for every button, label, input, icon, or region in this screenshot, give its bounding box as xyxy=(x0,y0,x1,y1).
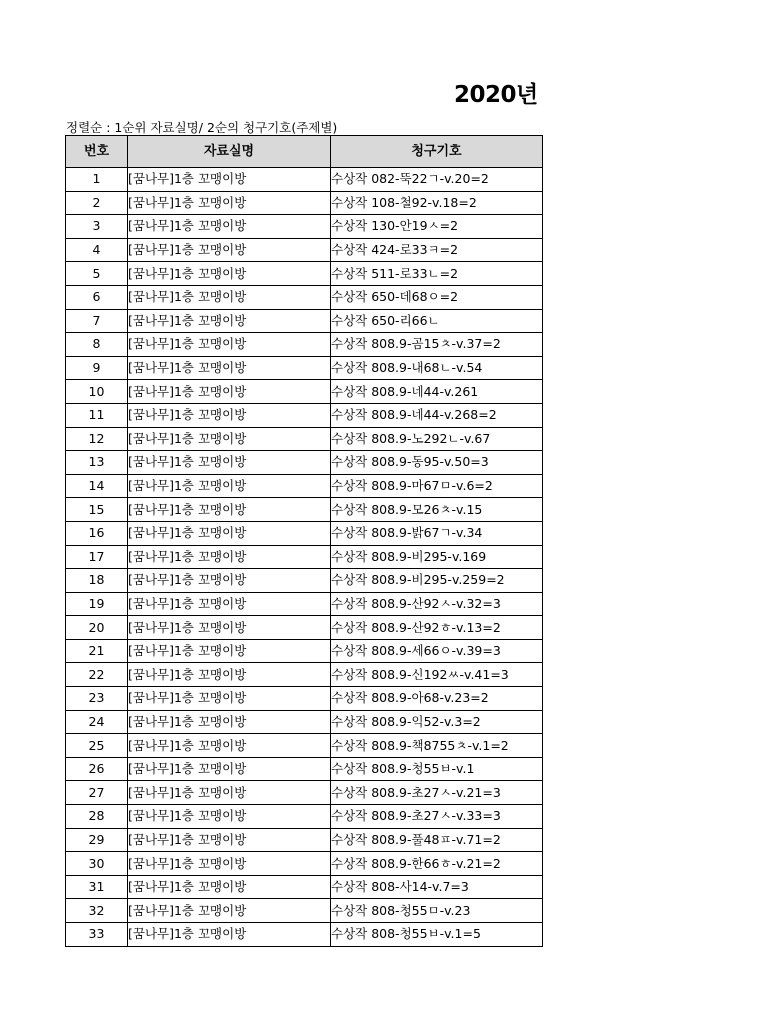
room-name-cell: [꿈나무]1층 꼬맹이방 xyxy=(128,875,331,899)
room-name-cell: [꿈나무]1층 꼬맹이방 xyxy=(128,356,331,380)
table-row xyxy=(66,852,543,876)
table-body xyxy=(66,168,543,947)
call-number-cell: 수상작 808.9-마67ㅁ-v.6=2 xyxy=(331,474,543,498)
room-name-cell: [꿈나무]1층 꼬맹이방 xyxy=(128,309,331,333)
row-number: 28 xyxy=(66,805,128,829)
room-name-cell: [꿈나무]1층 꼬맹이방 xyxy=(128,781,331,805)
room-name-cell: [꿈나무]1층 꼬맹이방 xyxy=(128,498,331,522)
call-number-cell: 수상작 808.9-네44-v.261 xyxy=(331,380,543,404)
row-number: 15 xyxy=(66,498,128,522)
table-row xyxy=(66,215,543,239)
row-number: 1 xyxy=(66,168,128,192)
table-row xyxy=(66,687,543,711)
call-number-cell: 수상작 808.9-익52-v.3=2 xyxy=(331,710,543,734)
call-number-cell: 수상작 808.9-청55ㅂ-v.1 xyxy=(331,757,543,781)
call-number-cell: 수상작 808.9-초27ㅅ-v.33=3 xyxy=(331,805,543,829)
table-row xyxy=(66,333,543,357)
table-row xyxy=(66,781,543,805)
call-number-cell: 수상작 808-사14-v.7=3 xyxy=(331,875,543,899)
table-row xyxy=(66,309,543,333)
room-name-cell: [꿈나무]1층 꼬맹이방 xyxy=(128,427,331,451)
table-row xyxy=(66,828,543,852)
call-number-cell: 수상작 808.9-세66ㅇ-v.39=3 xyxy=(331,639,543,663)
table-row xyxy=(66,238,543,262)
room-name-cell: [꿈나무]1층 꼬맹이방 xyxy=(128,805,331,829)
table-row xyxy=(66,403,543,427)
call-number-cell: 수상작 808.9-산92ㅎ-v.13=2 xyxy=(331,616,543,640)
row-number: 23 xyxy=(66,687,128,711)
room-name-cell: [꿈나무]1층 꼬맹이방 xyxy=(128,923,331,947)
call-number-cell: 수상작 808.9-동95-v.50=3 xyxy=(331,451,543,475)
room-name-cell: [꿈나무]1층 꼬맹이방 xyxy=(128,403,331,427)
row-number: 18 xyxy=(66,569,128,593)
call-number-cell: 수상작 108-철92-v.18=2 xyxy=(331,191,543,215)
room-name-cell: [꿈나무]1층 꼬맹이방 xyxy=(128,639,331,663)
table-header xyxy=(66,136,543,168)
room-name-cell: [꿈나무]1층 꼬맹이방 xyxy=(128,285,331,309)
row-number: 7 xyxy=(66,309,128,333)
row-number: 13 xyxy=(66,451,128,475)
room-name-cell: [꿈나무]1층 꼬맹이방 xyxy=(128,168,331,192)
call-number-cell: 수상작 808.9-신192ㅆ-v.41=3 xyxy=(331,663,543,687)
call-number-cell: 수상작 808.9-책8755ㅊ-v.1=2 xyxy=(331,734,543,758)
row-number: 5 xyxy=(66,262,128,286)
table-row xyxy=(66,734,543,758)
room-name-cell: [꿈나무]1층 꼬맹이방 xyxy=(128,380,331,404)
row-number: 12 xyxy=(66,427,128,451)
row-number: 27 xyxy=(66,781,128,805)
table-row xyxy=(66,639,543,663)
room-name-cell: [꿈나무]1층 꼬맹이방 xyxy=(128,474,331,498)
room-name-cell: [꿈나무]1층 꼬맹이방 xyxy=(128,545,331,569)
room-name-cell: [꿈나무]1층 꼬맹이방 xyxy=(128,215,331,239)
call-number-cell: 수상작 424-로33ㅋ=2 xyxy=(331,238,543,262)
call-number-cell: 수상작 808.9-산92ㅅ-v.32=3 xyxy=(331,592,543,616)
row-number: 14 xyxy=(66,474,128,498)
header-room-name: 자료실명 xyxy=(128,136,331,168)
call-number-cell: 수상작 808-청55ㅁ-v.23 xyxy=(331,899,543,923)
room-name-cell: [꿈나무]1층 꼬맹이방 xyxy=(128,569,331,593)
call-number-cell: 수상작 808.9-노292ㄴ-v.67 xyxy=(331,427,543,451)
table-row xyxy=(66,592,543,616)
row-number: 29 xyxy=(66,828,128,852)
row-number: 30 xyxy=(66,852,128,876)
room-name-cell: [꿈나무]1층 꼬맹이방 xyxy=(128,191,331,215)
table-header-row xyxy=(66,136,543,168)
holdings-table xyxy=(65,135,543,947)
call-number-cell: 수상작 130-안19ㅅ=2 xyxy=(331,215,543,239)
call-number-cell: 수상작 808.9-비295-v.259=2 xyxy=(331,569,543,593)
row-number: 10 xyxy=(66,380,128,404)
table-row xyxy=(66,191,543,215)
table-row xyxy=(66,521,543,545)
room-name-cell: [꿈나무]1층 꼬맹이방 xyxy=(128,734,331,758)
call-number-cell: 수상작 082-뚝22ㄱ-v.20=2 xyxy=(331,168,543,192)
call-number-cell: 수상작 808.9-풀48ㅍ-v.71=2 xyxy=(331,828,543,852)
room-name-cell: [꿈나무]1층 꼬맹이방 xyxy=(128,663,331,687)
row-number: 3 xyxy=(66,215,128,239)
call-number-cell: 수상작 808.9-아68-v.23=2 xyxy=(331,687,543,711)
row-number: 16 xyxy=(66,521,128,545)
table-row xyxy=(66,757,543,781)
room-name-cell: [꿈나무]1층 꼬맹이방 xyxy=(128,521,331,545)
call-number-cell: 수상작 808.9-곰15ㅊ-v.37=2 xyxy=(331,333,543,357)
call-number-cell: 수상작 808-청55ㅂ-v.1=5 xyxy=(331,923,543,947)
row-number: 8 xyxy=(66,333,128,357)
call-number-cell: 수상작 808.9-내68ㄴ-v.54 xyxy=(331,356,543,380)
room-name-cell: [꿈나무]1층 꼬맹이방 xyxy=(128,333,331,357)
row-number: 17 xyxy=(66,545,128,569)
row-number: 31 xyxy=(66,875,128,899)
sort-order-note: 정렬순 : 1순위 자료실명/ 2순의 청구기호(주제별) xyxy=(66,120,338,135)
row-number: 32 xyxy=(66,899,128,923)
room-name-cell: [꿈나무]1층 꼬맹이방 xyxy=(128,451,331,475)
row-number: 24 xyxy=(66,710,128,734)
table-row xyxy=(66,285,543,309)
row-number: 11 xyxy=(66,403,128,427)
room-name-cell: [꿈나무]1층 꼬맹이방 xyxy=(128,687,331,711)
table-row xyxy=(66,616,543,640)
room-name-cell: [꿈나무]1층 꼬맹이방 xyxy=(128,238,331,262)
row-number: 6 xyxy=(66,285,128,309)
table-row xyxy=(66,923,543,947)
row-number: 19 xyxy=(66,592,128,616)
table-row xyxy=(66,805,543,829)
call-number-cell: 수상작 650-데68ㅇ=2 xyxy=(331,285,543,309)
header-call-number: 청구기호 xyxy=(331,136,543,168)
row-number: 2 xyxy=(66,191,128,215)
table-row xyxy=(66,875,543,899)
row-number: 9 xyxy=(66,356,128,380)
table-row xyxy=(66,569,543,593)
call-number-cell: 수상작 808.9-밝67ㄱ-v.34 xyxy=(331,521,543,545)
table-row xyxy=(66,545,543,569)
call-number-cell: 수상작 808.9-네44-v.268=2 xyxy=(331,403,543,427)
call-number-cell: 수상작 808.9-모26ㅊ-v.15 xyxy=(331,498,543,522)
room-name-cell: [꿈나무]1층 꼬맹이방 xyxy=(128,757,331,781)
table-row xyxy=(66,380,543,404)
room-name-cell: [꿈나무]1층 꼬맹이방 xyxy=(128,592,331,616)
table-row xyxy=(66,663,543,687)
table-row xyxy=(66,168,543,192)
call-number-cell: 수상작 808.9-초27ㅅ-v.21=3 xyxy=(331,781,543,805)
table-row xyxy=(66,474,543,498)
table-row xyxy=(66,262,543,286)
room-name-cell: [꿈나무]1층 꼬맹이방 xyxy=(128,828,331,852)
row-number: 25 xyxy=(66,734,128,758)
table-row xyxy=(66,427,543,451)
row-number: 20 xyxy=(66,616,128,640)
room-name-cell: [꿈나무]1층 꼬맹이방 xyxy=(128,899,331,923)
row-number: 33 xyxy=(66,923,128,947)
call-number-cell: 수상작 650-리66ㄴ xyxy=(331,309,543,333)
row-number: 4 xyxy=(66,238,128,262)
table-row xyxy=(66,356,543,380)
room-name-cell: [꿈나무]1층 꼬맹이방 xyxy=(128,616,331,640)
row-number: 21 xyxy=(66,639,128,663)
table-row xyxy=(66,710,543,734)
row-number: 26 xyxy=(66,757,128,781)
room-name-cell: [꿈나무]1층 꼬맹이방 xyxy=(128,852,331,876)
row-number: 22 xyxy=(66,663,128,687)
call-number-cell: 수상작 511-로33ㄴ=2 xyxy=(331,262,543,286)
call-number-cell: 수상작 808.9-한66ㅎ-v.21=2 xyxy=(331,852,543,876)
table-row xyxy=(66,498,543,522)
table-row xyxy=(66,899,543,923)
room-name-cell: [꿈나무]1층 꼬맹이방 xyxy=(128,262,331,286)
room-name-cell: [꿈나무]1층 꼬맹이방 xyxy=(128,710,331,734)
call-number-cell: 수상작 808.9-비295-v.169 xyxy=(331,545,543,569)
header-number: 번호 xyxy=(66,136,128,168)
table-row xyxy=(66,451,543,475)
document-title: 2020년 xyxy=(454,82,538,108)
